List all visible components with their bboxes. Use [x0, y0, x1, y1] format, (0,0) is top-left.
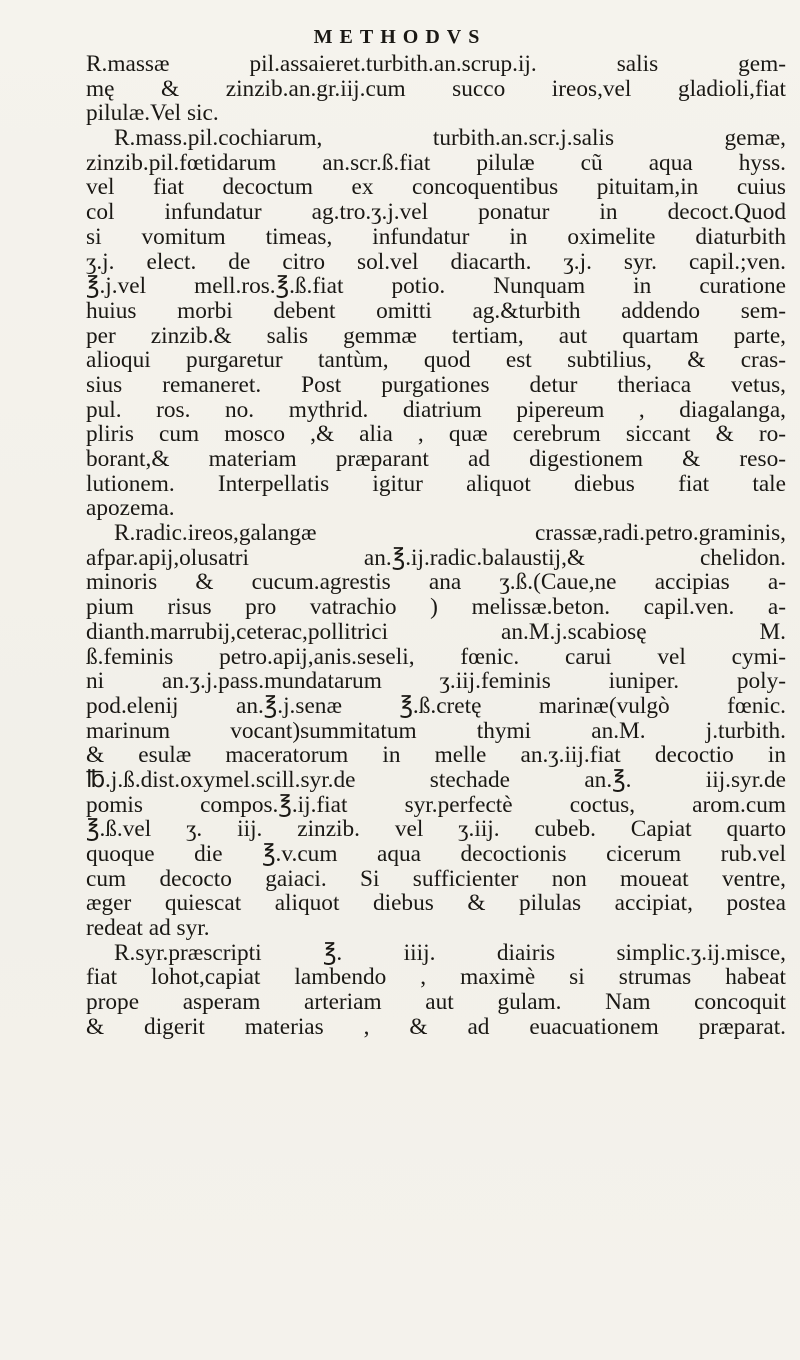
text-line: ℥.j.vel mell.ros.℥.ß.fiat potio. Nunquam in curatione [86, 274, 786, 299]
body-text [86, 52, 786, 1040]
text-line: cum decocto gaiaci. Si sufficienter non moueat ventre, [86, 866, 786, 892]
text-line: pomis compos.℥.ij.fiat syr.perfectè coctus, arom.cum [86, 792, 786, 818]
text-line: ℥.ß.vel ʒ. iij. zinzib. vel ʒ.iij. cubeb. Capiat quarto [86, 817, 786, 842]
text-line: pium risus pro vatrachio ) melissæ.beton. capil.ven. a- [86, 595, 786, 620]
text-line: lutionem. Interpellatis igitur aliquot diebus fiat tale [86, 471, 786, 497]
text-line: ʒ.j. elect. de citro sol.vel diacarth. ʒ.j. syr. capil.;ven. [86, 249, 786, 275]
text-line: zinzib.pil.fœtidarum an.scr.ß.fiat pilulæ cũ aqua hyss. [86, 150, 786, 176]
text-line: sius remaneret. Post purgationes detur theriaca vetus, [86, 372, 786, 398]
text-line: col infundatur ag.tro.ʒ.j.vel ponatur in decoct.Quod [86, 200, 786, 225]
text-line: pod.elenij an.℥.j.senæ ℥.ß.cretę marinæ(vulgò fœnic. [86, 693, 786, 719]
text-line: ni an.ʒ.j.pass.mundatarum ʒ.iij.feminis iuniper. poly- [86, 669, 786, 694]
text-line: per zinzib.& salis gemmæ tertiam, aut quartam parte, [86, 323, 786, 349]
text-line: quoque die ℥.v.cum aqua decoctionis cicerum rub.vel [86, 842, 786, 867]
text-line: æger quiescat aliquot diebus & pilulas accipiat, postea [86, 891, 786, 917]
text-line: fiat lohot,capiat lambendo , maximè si strumas habeat [86, 965, 786, 991]
text-line: prope asperam arteriam aut gulam. Nam concoquit [86, 990, 786, 1015]
text-line: & digerit materias , & ad euacuationem præparat. [86, 1014, 786, 1040]
text-line: si vomitum timeas, infundatur in oximelite diaturbith [86, 224, 786, 250]
text-line: mę & zinzib.an.gr.iij.cum succo ireos,vel gladioli,fiat [86, 76, 786, 102]
text-line: vel fiat decoctum ex concoquentibus pituitam,in cuius [86, 175, 786, 201]
text-line: & esulæ maceratorum in melle an.ʒ.iij.fiat decoctio in [86, 743, 786, 768]
text-line: R.mass.pil.cochiarum, turbith.an.scr.j.salis gemæ, [114, 126, 786, 151]
text-line: ℔.j.ß.dist.oxymel.scill.syr.de stechade an.℥. iij.syr.de [86, 767, 786, 793]
text-line: alioqui purgaretur tantùm, quod est subtilius, & cras- [86, 348, 786, 373]
text-line: dianth.marrubij,ceterac,pollitrici an.M.j.scabiosę M. [86, 619, 786, 645]
text-line: afpar.apij,olusatri an.℥.ij.radic.balaustij,& chelidon. [86, 545, 786, 571]
text-line: pilulæ.Vel sic. [86, 101, 219, 127]
running-head: METHODVS [313, 26, 487, 48]
text-line: borant,& materiam præparant ad digestionem & reso- [86, 447, 786, 472]
text-line: R.syr.præscripti ℥. iiij. diairis simplic.ʒ.ij.misce, [114, 940, 786, 966]
text-line: minoris & cucum.agrestis ana ʒ.ß.(Caue,ne accipias a- [86, 570, 786, 596]
text-line: huius morbi debent omitti ag.&turbith addendo sem- [86, 298, 786, 324]
text-line: ß.feminis petro.apij,anis.seseli, fœnic. carui vel cymi- [86, 644, 786, 670]
text-line: R.radic.ireos,galangæ crassæ,radi.petro.graminis, [114, 521, 786, 546]
text-line: pul. ros. no. mythrid. diatrium pipereum , diagalanga, [86, 397, 786, 423]
text-line: redeat ad syr. [86, 916, 210, 941]
text-line: apozema. [86, 496, 175, 522]
text-line: pliris cum mosco ,& alia , quæ cerebrum siccant & ro- [86, 422, 786, 447]
text-line: R.massæ pil.assaieret.turbith.an.scrup.ij. salis gem- [86, 52, 786, 77]
text-line: marinum vocant)summitatum thymi an.M. j.turbith. [86, 718, 786, 744]
